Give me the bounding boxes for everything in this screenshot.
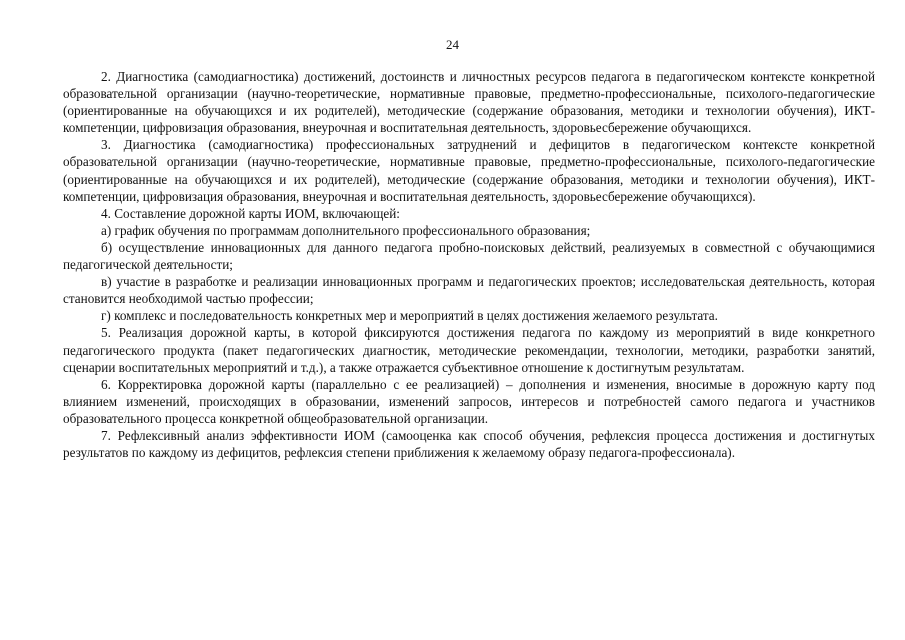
paragraph-subitem-b: б) осуществление инновационных для данного педагога пробно-поисковых действий, реализуемых в совместной с обучающимися педагогической деятельности; — [63, 239, 875, 273]
paragraph-item-6-correction: 6. Корректировка дорожной карты (параллельно с ее реализацией) – дополнения и изменения, вносимые в дорожную карту под влиянием изменений, происходящих в образовании, изменений запросов, интересов и потребностей самого педагога и участников образовательного процесса конкретной общеобразовательной организации. — [63, 376, 875, 426]
paragraph-item-5-implementation: 5. Реализация дорожной карты, в которой фиксируются достижения педагога по каждому из мероприятий в виде конкретного педагогического продукта (пакет педагогических диагностик, методические рекомендации, технологии, методики, разработки занятий, сценарии воспитательных мероприятий и т.д.), а также отражается субъективное отношение к достигнутым результатам. — [63, 325, 875, 375]
paragraph-item-7-reflection: 7. Рефлексивный анализ эффективности ИОМ (самооценка как способ обучения, рефлексия процесса достижения и достигнутых результатов по каждому из дефицитов, рефлексия степени приближения к желаемому образу педагога-профессионала). — [63, 427, 875, 461]
paragraph-subitem-v: в) участие в разработке и реализации инновационных программ и педагогических проектов; исследовательская деятельность, которая становится необходимой частью профессии; — [63, 274, 875, 307]
paragraph-subitem-g: г) комплекс и последовательность конкретных мер и мероприятий в целях достижения желаемого результата. — [101, 308, 718, 324]
page-number: 24 — [446, 37, 459, 52]
paragraph-subitem-a: а) график обучения по программам дополнительного профессионального образования; — [101, 222, 591, 238]
paragraph-item-3-diagnostics-difficulties: 3. Диагностика (самодиагностика) профессиональных затруднений и дефицитов в педагогическом контексте конкретной образовательной организации (научно-теоретические, нормативные правовые, предметно-профессиональные, психолого-педагогические (ориентированные на обучающихся и их родителей), методические (содержание образования, методики и технологии обучения), ИКТ-компетенции, цифровизация образования, внеурочная и воспитательная деятельность, здоровьесбережение обучающихся). — [63, 137, 875, 204]
paragraph-item-4-roadmap: 4. Составление дорожной карты ИОМ, включающей: — [101, 205, 400, 221]
document-body — [63, 68, 875, 461]
paragraph-item-2-diagnostics-achievements: 2. Диагностика (самодиагностика) достижений, достоинств и личностных ресурсов педагога в педагогическом контексте конкретной образовательной организации (научно-теоретические, нормативные правовые, предметно-профессиональные, психолого-педагогические (ориентированные на обучающихся и их родителей), методические (содержание образования, методики и технологии обучения), ИКТ-компетенции, цифровизация образования, внеурочная и воспитательная деятельность, здоровьесбережение обучающихся. — [63, 69, 875, 136]
